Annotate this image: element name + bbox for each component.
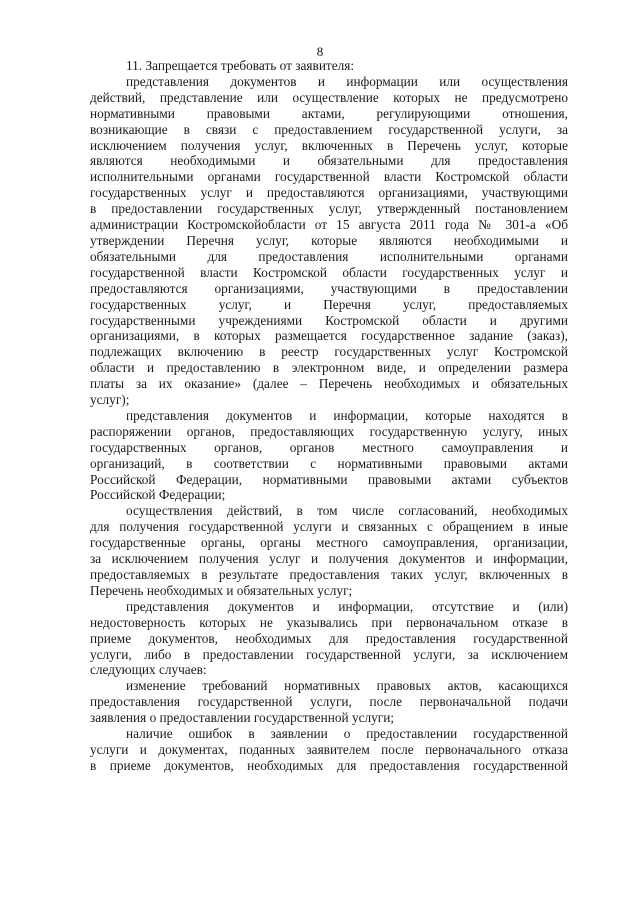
text-line: приеме документов, необходимых для предоставления государственной xyxy=(90,630,568,646)
text-line: в предоставлении государственных услуг, утвержденный постановлением xyxy=(90,201,568,217)
text-line: следующих случаев: xyxy=(90,662,207,678)
text-line: предоставления государственной услуги, после первоначальной подачи xyxy=(90,694,568,710)
text-line: представления документов и информации, отсутствие и (или) xyxy=(126,598,568,614)
text-line: организаций, в соответствии с нормативными правовыми актами xyxy=(90,455,568,471)
text-line: 11. Запрещается требовать от заявителя: xyxy=(126,58,355,73)
text-line: государственной власти Костромской области государственных услуг и xyxy=(90,264,568,280)
text-line: нормативными правовыми актами, регулирующими отношения, xyxy=(90,105,568,121)
text-line: исполнительными органами государственной власти Костромской области xyxy=(90,169,568,185)
text-line: действий, представление или осуществление которых не предусмотрено xyxy=(90,89,568,105)
text-line: области и предоставлению в электронном виде, и определении размера xyxy=(90,360,568,376)
text-line: являются необходимыми и обязательными для предоставления xyxy=(90,153,568,169)
text-line: услуг); xyxy=(90,392,130,408)
text-line: наличие ошибок в заявлении о предоставлении государственной xyxy=(126,726,568,742)
text-line: государственные органы, органы местного самоуправления, организации, xyxy=(90,535,568,551)
text-line: изменение требований нормативных правовых актов, касающихся xyxy=(126,678,568,694)
text-line: платы за их оказание» (далее – Перечень необходимых и обязательных xyxy=(90,376,568,392)
text-line: представления документов и информации, которые находятся в xyxy=(126,407,568,423)
text-line: распоряжении органов, предоставляющих государственную услугу, иных xyxy=(90,423,568,439)
text-line: администрации Костромскойобласти от 15 августа 2011 года № 301-а «Об xyxy=(90,217,568,233)
document-body xyxy=(90,58,568,774)
text-line: недостоверность которых не указывались при первоначальном отказе в xyxy=(90,614,568,630)
text-line: государственных услуг и предоставляются организациями, участвующими xyxy=(90,185,568,201)
text-line: исключением получения услуг, включенных в Перечень услуг, которые xyxy=(90,137,568,153)
text-line: обязательными для предоставления исполнительными органами xyxy=(90,248,568,264)
text-line: возникающие в связи с предоставлением государственной услуги, за xyxy=(90,121,568,137)
text-line: в приеме документов, необходимых для предоставления государственной xyxy=(90,757,568,773)
text-line: предоставляются организациями, участвующими в предоставлении xyxy=(90,280,568,296)
text-line: услуги и документах, поданных заявителем после первоначального отказа xyxy=(90,741,568,757)
text-line: услуги, либо в предоставлении государственной услуги, за исключением xyxy=(90,646,568,662)
text-line: за исключением получения услуг и получения документов и информации, xyxy=(90,551,568,567)
text-line: подлежащих включению в реестр государственных услуг Костромской xyxy=(90,344,568,360)
text-line: государственными учреждениями Костромской области и другими xyxy=(90,312,568,328)
text-line: Российской Федерации, нормативными правовыми актами субъектов xyxy=(90,471,568,487)
text-line: предоставляемых в результате предоставления таких услуг, включенных в xyxy=(90,567,568,582)
text-line: Перечень необходимых и обязательных услуг; xyxy=(90,582,353,598)
text-line: для получения государственной услуги и связанных с обращением в иные xyxy=(90,519,568,535)
text-line: заявления о предоставлении государственной услуги; xyxy=(90,710,395,726)
text-line: организациями, в которых размещается государственное задание (заказ), xyxy=(90,328,568,344)
text-line: государственных услуг, и Перечня услуг, предоставляемых xyxy=(90,296,568,312)
text-line: государственных органов, органов местного самоуправления и xyxy=(90,439,568,455)
text-line: утверждении Перечня услуг, которые являются необходимыми и xyxy=(90,232,568,248)
text-line: Российской Федерации; xyxy=(90,487,226,503)
page-number: 8 xyxy=(316,44,324,59)
text-line: представления документов и информации или осуществления xyxy=(126,73,568,89)
text-line: осуществления действий, в том числе согласований, необходимых xyxy=(126,503,568,519)
